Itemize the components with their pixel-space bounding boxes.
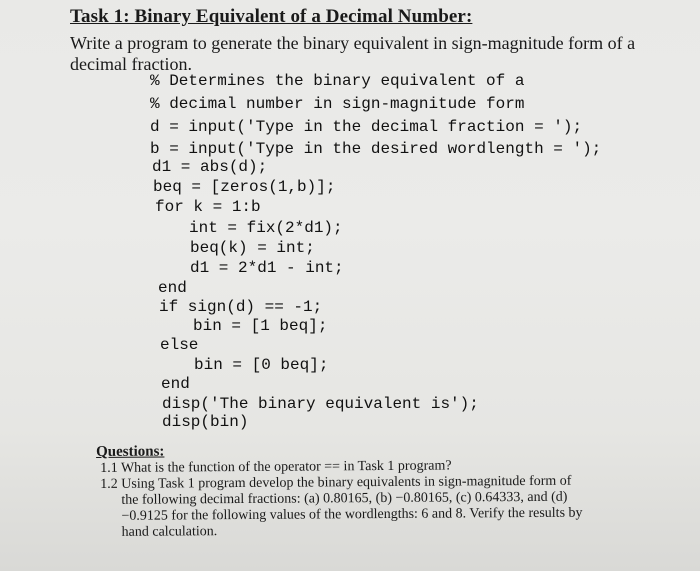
task-intro: Write a program to generate the binary equivalent in sign-magnitude form of a decimal fraction. — [70, 33, 636, 74]
code-line: % decimal number in sign-magnitude form — [150, 95, 525, 113]
code-line: bin = [1 beq]; — [193, 317, 328, 335]
code-line: % Determines the binary equivalent of a — [150, 72, 525, 90]
code-line: int = fix(2*d1); — [189, 219, 343, 237]
question-1-2-line: the following decimal fractions: (a) 0.80165, (b) −0.80165, (c) 0.64333, and (d) — [121, 489, 568, 508]
code-line: d = input('Type in the decimal fraction = '); — [150, 118, 583, 136]
code-line: else — [160, 336, 199, 354]
questions-heading: Questions: — [96, 443, 165, 460]
code-line: disp('The binary equivalent is'); — [162, 395, 479, 413]
question-1-2-line: hand calculation. — [121, 524, 218, 540]
code-line: d1 = abs(d); — [152, 158, 268, 176]
questions-section — [96, 440, 637, 541]
question-1-2-line: 1.2 Using Task 1 program develop the binary equivalents in sign-magnitude form of — [100, 473, 572, 492]
code-line: end — [158, 279, 187, 297]
code-line: bin = [0 beq]; — [194, 356, 329, 374]
code-line: beq = [zeros(1,b)]; — [153, 178, 336, 196]
code-line: d1 = 2*d1 - int; — [190, 259, 344, 277]
question-1-2-line: −0.9125 for the following values of the wordlengths: 6 and 8. Verify the results by — [121, 505, 583, 524]
question-1-1: 1.1 What is the function of the operator == in Task 1 program? — [100, 458, 452, 476]
task-title: Task 1: Binary Equivalent of a Decimal Number: — [70, 6, 473, 27]
code-line: b = input('Type in the desired wordlength = '); — [150, 140, 602, 158]
code-line: for k = 1:b — [155, 198, 261, 216]
code-line: if sign(d) == -1; — [159, 298, 323, 316]
code-line: disp(bin) — [162, 413, 249, 431]
code-line: end — [161, 375, 190, 393]
code-line: beq(k) = int; — [190, 239, 315, 257]
